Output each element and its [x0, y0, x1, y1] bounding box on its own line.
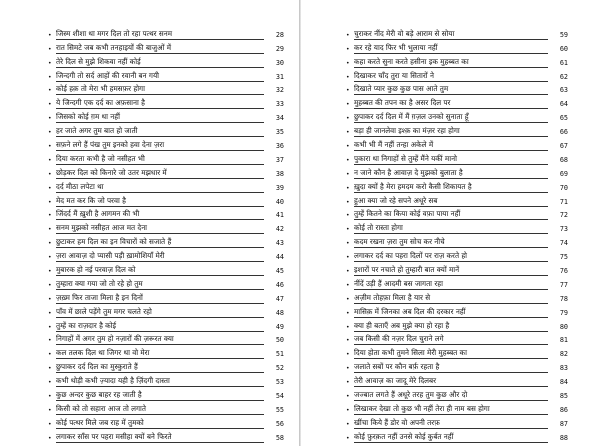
- page-number: 72: [559, 211, 568, 220]
- bullet-icon: •: [48, 198, 52, 206]
- index-entry: [48, 40, 284, 54]
- bullet-icon: •: [48, 143, 52, 151]
- entry-title: कदम रखना ज़रा तुम सोच कर नीचे: [354, 237, 548, 248]
- page-number: 55: [275, 405, 284, 414]
- entry-title: दिखाकर चाँद तुरा या सितारों ने: [354, 71, 548, 82]
- index-entry: [48, 401, 284, 415]
- index-entry: [48, 429, 284, 443]
- bullet-icon: •: [48, 351, 52, 359]
- right-page-index: [346, 26, 568, 443]
- index-entry: [48, 193, 284, 207]
- bullet-icon: •: [346, 170, 350, 178]
- page-number: 58: [275, 433, 284, 442]
- bullet-icon: •: [346, 184, 350, 192]
- bullet-icon: •: [48, 323, 52, 331]
- entry-title: क्या ही बताएँ अब मुझे क्या हो रहा है: [354, 321, 548, 332]
- index-entry: [48, 26, 284, 40]
- bullet-icon: •: [48, 254, 52, 262]
- page-number: 56: [275, 419, 284, 428]
- page-number: 75: [559, 253, 568, 262]
- index-entry: [48, 109, 284, 123]
- index-entry: [48, 318, 284, 332]
- bullet-icon: •: [48, 406, 52, 414]
- entry-title: जिंदर्द मैं ख़ुशी है आगमन की भी: [56, 209, 264, 220]
- index-entry: [48, 304, 284, 318]
- page-number: 84: [559, 378, 568, 387]
- entry-title: कभी थोड़ी कभी ज़्यादा यही है ज़िंदगी दास्ता: [56, 376, 264, 387]
- bullet-icon: •: [48, 365, 52, 373]
- index-entry: [346, 207, 568, 221]
- bullet-icon: •: [346, 31, 350, 39]
- index-entry: [48, 262, 284, 276]
- entry-title: सनम मुझको नसीहत आज मत देना: [56, 223, 264, 234]
- index-entry: [346, 123, 568, 137]
- bullet-icon: •: [346, 115, 350, 123]
- entry-title: दिखाते प्यार कुछ कुछ पास आते तुम: [354, 84, 548, 95]
- entry-title: ये जिन्दगी एक दर्द का अफ़साना है: [56, 98, 264, 109]
- bullet-icon: •: [346, 406, 350, 414]
- page-number: 43: [275, 239, 284, 248]
- page-number: 37: [275, 155, 284, 164]
- bullet-icon: •: [48, 87, 52, 95]
- bullet-icon: •: [346, 254, 350, 262]
- index-entry: [346, 54, 568, 68]
- page-number: 67: [559, 142, 568, 151]
- index-entry: [48, 151, 284, 165]
- bullet-icon: •: [48, 379, 52, 387]
- entry-title: छोड़कर दिल को किनारे जो उतर मझधार में: [56, 168, 264, 179]
- entry-title: दर्द मीठा लपेटा था: [56, 182, 264, 193]
- page-number: 63: [559, 86, 568, 95]
- index-entry: [48, 234, 284, 248]
- index-entry: [48, 415, 284, 429]
- index-entry: [346, 26, 568, 40]
- index-entry: [346, 429, 568, 443]
- entry-title: कभी भी मैं नहीं तन्हा अकेले में: [354, 140, 548, 151]
- entry-title: कोई तो रास्ता होगा: [354, 223, 548, 234]
- index-entry: [346, 332, 568, 346]
- page-number: 34: [275, 114, 284, 123]
- bullet-icon: •: [48, 226, 52, 234]
- entry-title: जिन्दगी तो सर्द आहों की रवानी बन गयी: [56, 71, 264, 82]
- bullet-icon: •: [346, 309, 350, 317]
- bullet-icon: •: [346, 198, 350, 206]
- bullet-icon: •: [346, 365, 350, 373]
- entry-title: तेरी आवाज़ का जादू मेरे दिलबर: [354, 376, 548, 387]
- entry-title: निगाहों में अगर तुम हो नज़ारों की ज़रूरत क्या: [56, 334, 264, 345]
- index-entry: [346, 151, 568, 165]
- page-number: 78: [559, 294, 568, 303]
- page-number: 76: [559, 267, 568, 276]
- page-number: 81: [559, 336, 568, 345]
- entry-title: सफ़ने लगे हैं पंख तुम इनको हवा देना ज़रा: [56, 140, 264, 151]
- index-entry: [346, 220, 568, 234]
- index-entry: [48, 345, 284, 359]
- index-entry: [346, 234, 568, 248]
- index-entry: [346, 387, 568, 401]
- bullet-icon: •: [346, 351, 350, 359]
- page-number: 32: [275, 86, 284, 95]
- page-number: 30: [275, 58, 284, 67]
- page-number: 62: [559, 72, 568, 81]
- bullet-icon: •: [346, 295, 350, 303]
- bullet-icon: •: [48, 420, 52, 428]
- entry-title: इशारों पर नचाते हो तुम्हारी बात क्यों मानें: [354, 265, 548, 276]
- page-number: 47: [275, 294, 284, 303]
- entry-title: मुबारक हो नई परवाज़ दिल को: [56, 265, 264, 276]
- page-number: 51: [275, 350, 284, 359]
- bullet-icon: •: [48, 309, 52, 317]
- entry-title: छुटाकर हम दिल का इन विचारों को सजाते हैं: [56, 237, 264, 248]
- bullet-icon: •: [346, 143, 350, 151]
- index-entry: [48, 165, 284, 179]
- page-number: 80: [559, 322, 568, 331]
- page-number: 86: [559, 405, 568, 414]
- page-number: 87: [559, 419, 568, 428]
- index-entry: [346, 290, 568, 304]
- index-entry: [346, 40, 568, 54]
- entry-title: जज्बात लगते हैं अधूरे तरह तुम कुछ और दो: [354, 390, 548, 401]
- index-entry: [48, 54, 284, 68]
- page-number: 65: [559, 114, 568, 123]
- bullet-icon: •: [48, 295, 52, 303]
- bullet-icon: •: [346, 87, 350, 95]
- bullet-icon: •: [346, 323, 350, 331]
- bullet-icon: •: [48, 170, 52, 178]
- bullet-icon: •: [48, 184, 52, 192]
- index-entry: [346, 318, 568, 332]
- entry-title: जिसको कोई ग़म था नहीं: [56, 112, 264, 123]
- index-entry: [48, 82, 284, 96]
- index-entry: [48, 248, 284, 262]
- entry-title: चुराकर नींद मेरी वो बड़े आराम से सोया: [354, 29, 548, 40]
- bullet-icon: •: [346, 129, 350, 137]
- bullet-icon: •: [346, 281, 350, 289]
- bullet-icon: •: [346, 226, 350, 234]
- page-number: 36: [275, 142, 284, 151]
- entry-title: जब किसी की नज़र दिल चुराने लगे: [354, 334, 548, 345]
- page-number: 79: [559, 308, 568, 317]
- entry-title: पाँव में छाले पड़ेंगे तुम मगर चलते रहो: [56, 307, 264, 318]
- bullet-icon: •: [346, 156, 350, 164]
- bullet-icon: •: [48, 45, 52, 53]
- index-entry: [346, 262, 568, 276]
- bullet-icon: •: [48, 281, 52, 289]
- index-entry: [48, 68, 284, 82]
- page-number: 60: [559, 44, 568, 53]
- entry-title: पुकारा था निगाहों से तुम्हें मैंने यकीं मानो: [354, 154, 548, 165]
- entry-title: मुहब्बत की तपन का है असर दिल पर: [354, 98, 548, 109]
- page-number: 50: [275, 336, 284, 345]
- entry-title: कोई फ़ुरक़त नहीं उनसे कोई कुर्बत नहीं: [354, 432, 548, 443]
- entry-title: तुम्हारा क्या गया जो तो रहे हो तुम: [56, 279, 264, 290]
- entry-title: नींदें उड़ी हैं आदमी बस जागता रहा: [354, 279, 548, 290]
- page-number: 28: [275, 30, 284, 39]
- bullet-icon: •: [48, 337, 52, 345]
- index-entry: [48, 359, 284, 373]
- bullet-icon: •: [48, 115, 52, 123]
- entry-title: दिया करता कभी है जो नसीहत भी: [56, 154, 264, 165]
- page-number: 40: [275, 197, 284, 206]
- page-number: 53: [275, 378, 284, 387]
- page-number: 77: [559, 280, 568, 289]
- index-entry: [346, 401, 568, 415]
- bullet-icon: •: [346, 101, 350, 109]
- index-entry: [48, 123, 284, 137]
- bullet-icon: •: [48, 73, 52, 81]
- bullet-icon: •: [48, 434, 52, 442]
- index-entry: [48, 373, 284, 387]
- page-number: 46: [275, 280, 284, 289]
- bullet-icon: •: [346, 212, 350, 220]
- page-number: 29: [275, 44, 284, 53]
- bullet-icon: •: [346, 379, 350, 387]
- page-number: 66: [559, 128, 568, 137]
- bullet-icon: •: [48, 101, 52, 109]
- page-number: 48: [275, 308, 284, 317]
- index-entry: [346, 137, 568, 151]
- entry-title: न जाने कौन है आवाज़ दे मुझको बुलाता है: [354, 168, 548, 179]
- bullet-icon: •: [48, 59, 52, 67]
- entry-title: लिखाकर देखा तो कुछ भी नहीं तेरा ही नाम बस होगा: [354, 404, 548, 415]
- index-entry: [346, 193, 568, 207]
- page-number: 64: [559, 100, 568, 109]
- page-number: 82: [559, 350, 568, 359]
- entry-title: कोई पत्थर मिले जब राह में तुमको: [56, 418, 264, 429]
- entry-title: हर जाते अगर तुम बात हो जाती: [56, 126, 264, 137]
- bullet-icon: •: [346, 268, 350, 276]
- entry-title: ज़ख़्म फिर ताजा मिला है इन दिनों: [56, 293, 264, 304]
- entry-title: किसी को तो सहारा आज तो लगाते: [56, 404, 264, 415]
- index-entry: [346, 276, 568, 290]
- index-entry: [346, 248, 568, 262]
- index-entry: [346, 359, 568, 373]
- entry-title: ख़ुदा क्यों है मेरा हमदम करो कैसी शिकायत है: [354, 182, 548, 193]
- entry-title: लगाकर साँस पर पहरा मसीहा क्यों बने फिरते: [56, 432, 264, 443]
- page-number: 85: [559, 392, 568, 401]
- page-number: 44: [275, 253, 284, 262]
- entry-title: ज़रा आवाज़ दो प्यासी पड़ी ख़ामोशियाँ मेरी: [56, 251, 264, 262]
- page-number: 41: [275, 211, 284, 220]
- page-number: 69: [559, 169, 568, 178]
- page-number: 31: [275, 72, 284, 81]
- bullet-icon: •: [48, 129, 52, 137]
- bullet-icon: •: [346, 337, 350, 345]
- entry-title: रात सिमटे जब कभी तनहाइयों की बाजुओं में: [56, 43, 264, 54]
- page-number: 33: [275, 100, 284, 109]
- index-entry: [48, 137, 284, 151]
- index-entry: [346, 373, 568, 387]
- entry-title: मासिक़ में जिनका अब दिल की दरकार नहीं: [354, 307, 548, 318]
- page-number: 45: [275, 267, 284, 276]
- entry-title: अज़ीम तोहफ़ा मिला है यार से: [354, 293, 548, 304]
- page-number: 83: [559, 364, 568, 373]
- entry-title: खींचा किये हैं डोर वो अपनी तरफ़: [354, 418, 548, 429]
- page-number: 35: [275, 128, 284, 137]
- bullet-icon: •: [346, 73, 350, 81]
- entry-title: तुम्हें का राज़दार है कोई: [56, 321, 264, 332]
- entry-title: कल तलक दिल था जिगर था वो मेरा: [56, 348, 264, 359]
- entry-title: कर रहे याद फिर भी भुलाया नहीं: [354, 43, 548, 54]
- entry-title: कुछ अन्दर कुछ बाहर रह जाती है: [56, 390, 264, 401]
- entry-title: हुआ क्या जो रहे सपने अधूरे सब: [354, 196, 548, 207]
- bullet-icon: •: [346, 45, 350, 53]
- entry-title: कहा करते सुना करते हसीना इक मुहब्बत का: [354, 57, 548, 68]
- page-number: 38: [275, 169, 284, 178]
- entry-title: कोई हक़ तो मेरा भी हमसफ़र होगा: [56, 84, 264, 95]
- entry-title: जलाते सबों पर कौन बर्फ़ रहता है: [354, 362, 548, 373]
- index-entry: [346, 179, 568, 193]
- index-entry: [48, 387, 284, 401]
- entry-title: मेद मत कर कि जो परवा है: [56, 196, 264, 207]
- index-entry: [48, 332, 284, 346]
- bullet-icon: •: [48, 156, 52, 164]
- index-entry: [346, 82, 568, 96]
- bullet-icon: •: [346, 393, 350, 401]
- page-number: 52: [275, 364, 284, 373]
- left-page-index: [48, 26, 284, 443]
- page-number: 42: [275, 225, 284, 234]
- page-number: 70: [559, 183, 568, 192]
- index-entry: [48, 290, 284, 304]
- book-spine: [299, 0, 301, 446]
- bullet-icon: •: [346, 420, 350, 428]
- index-entry: [48, 220, 284, 234]
- entry-title: छुपाकर दर्द दिल का मुस्कुराते हैं: [56, 362, 264, 373]
- entry-title: छुपाकर दर्द दिल में मैं ग़ज़ल उनको सुनाता हूँ: [354, 112, 548, 123]
- bullet-icon: •: [346, 434, 350, 442]
- entry-title: तुम्हें कितने का किया कोई वफ़ा पाया नहीं: [354, 209, 548, 220]
- page-number: 54: [275, 392, 284, 401]
- index-entry: [346, 304, 568, 318]
- page-number: 73: [559, 225, 568, 234]
- index-entry: [346, 109, 568, 123]
- page-number: 61: [559, 58, 568, 67]
- bullet-icon: •: [48, 268, 52, 276]
- entry-title: जिस्म शीशा था मगर दिल तो रहा पत्थर सनम: [56, 29, 264, 40]
- index-entry: [48, 95, 284, 109]
- index-entry: [346, 345, 568, 359]
- bullet-icon: •: [346, 59, 350, 67]
- index-entry: [346, 68, 568, 82]
- page-number: 88: [559, 433, 568, 442]
- entry-title: बड़ा ही जानलेवा इश्क़ का मंज़र रहा होगा: [354, 126, 548, 137]
- page-number: 74: [559, 239, 568, 248]
- index-entry: [48, 276, 284, 290]
- page-number: 71: [559, 197, 568, 206]
- bullet-icon: •: [48, 240, 52, 248]
- page-number: 68: [559, 155, 568, 164]
- entry-title: तेरे दिल से मुझे शिकवा नहीं कोई: [56, 57, 264, 68]
- index-entry: [346, 415, 568, 429]
- page-number: 49: [275, 322, 284, 331]
- index-entry: [346, 95, 568, 109]
- bullet-icon: •: [48, 393, 52, 401]
- page-number: 39: [275, 183, 284, 192]
- bullet-icon: •: [48, 212, 52, 220]
- entry-title: दिया होता कभी तुमने सिला मेरी मुहब्बत का: [354, 348, 548, 359]
- index-entry: [48, 179, 284, 193]
- page-number: 59: [559, 30, 568, 39]
- bullet-icon: •: [346, 240, 350, 248]
- index-entry: [346, 165, 568, 179]
- bullet-icon: •: [48, 31, 52, 39]
- entry-title: लगाकर दर्द का पहरा दिलों पर राज़ करते हो: [354, 251, 548, 262]
- index-entry: [48, 207, 284, 221]
